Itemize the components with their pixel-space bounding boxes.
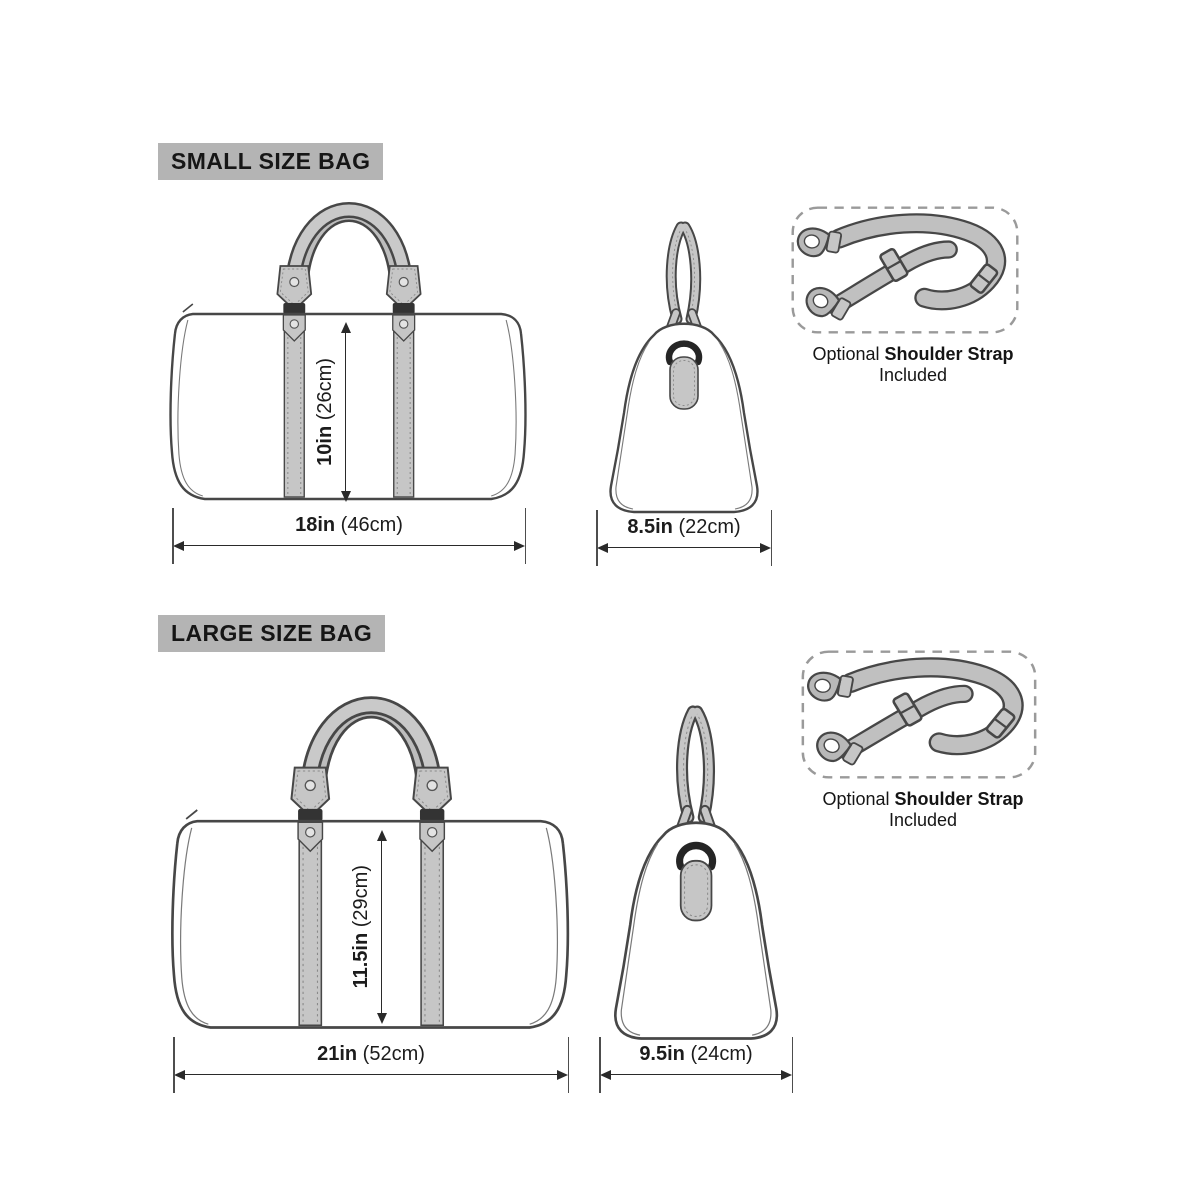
large-bag-depth-dimension [600,1044,792,1080]
width-dimension-label: 18in (46cm) [295,514,403,536]
large-strap-note: Optional Shoulder Strap Included [822,789,1024,830]
small-size-header: SMALL SIZE BAG [158,143,383,180]
depth-dimension-label: 8.5in (22cm) [627,516,741,538]
small-bag-height-dimension [314,322,351,502]
horizontal-dimension-arrow [174,1069,568,1080]
depth-dimension-label: 9.5in (24cm) [639,1043,753,1065]
height-dimension-label: 11.5in (29cm) [350,865,372,989]
horizontal-dimension-arrow [173,540,525,551]
horizontal-dimension-arrow [600,1069,792,1080]
vertical-dimension-arrow [376,830,387,1024]
small-bag-depth-dimension [597,517,771,553]
large-shoulder-strap-panel [799,648,1039,781]
large-size-header: LARGE SIZE BAG [158,615,385,652]
vertical-dimension-arrow [340,322,351,502]
height-dimension-label: 10in (26cm) [314,358,336,466]
width-dimension-label: 21in (52cm) [317,1043,425,1065]
small-bag-side-view [592,215,774,515]
large-bag-width-dimension [174,1044,568,1080]
small-shoulder-strap-panel [789,204,1021,336]
horizontal-dimension-arrow [597,542,771,553]
small-strap-note: Optional Shoulder Strap Included [812,344,1014,385]
large-bag-height-dimension [350,830,387,1024]
large-bag-side-view [595,698,795,1042]
small-bag-width-dimension [173,515,525,551]
